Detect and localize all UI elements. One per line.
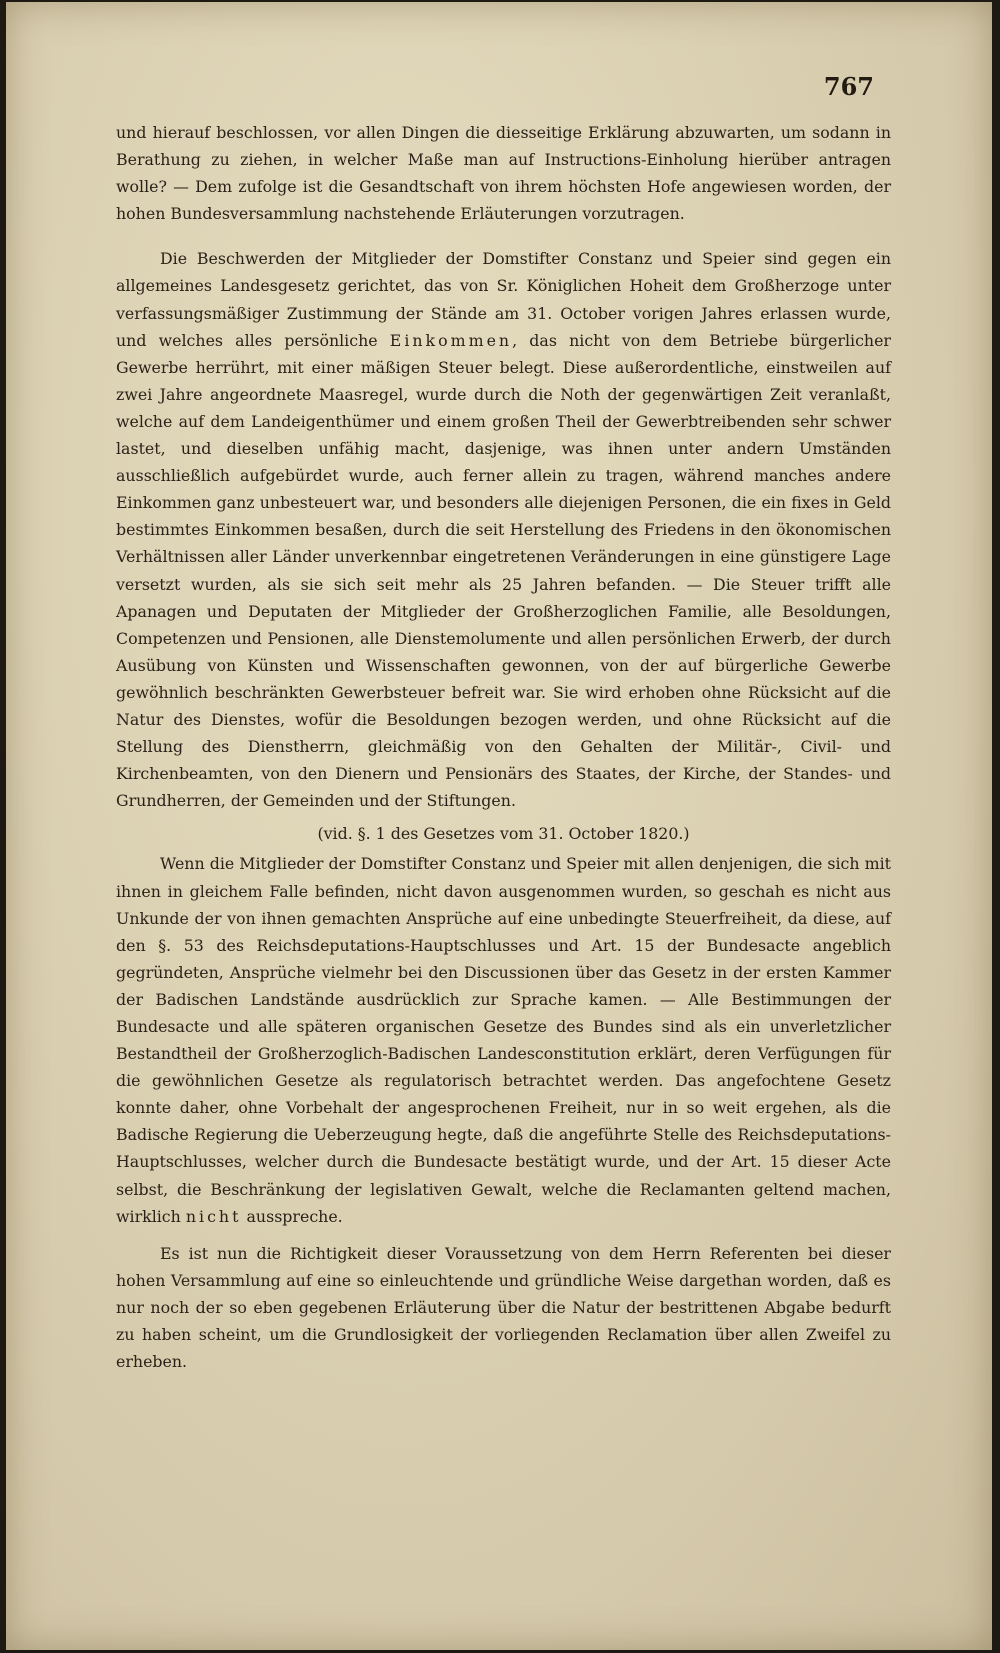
law-reference: (vid. §. 1 des Gesetzes vom 31. October 1820.) — [317, 824, 690, 844]
paragraph-exemption — [116, 850, 891, 1229]
paragraph-intro: und hierauf beschlossen, vor allen Dingen die diesseitige Erklärung abzuwarten, um sodann in Berathung zu ziehen, in welcher Maße man auf Instructions-Einholung hierüber antragen wolle? — Dem zufolge ist die Gesandtschaft von ihrem höchsten Hofe angewiesen worden, der hohen Bundesversammlung nachstehende Erläuterungen vorzutragen. — [116, 123, 891, 224]
complaints-text-start: Die Beschwerden der Mitglieder der Domstifter Constanz und Speier sind gegen ein allgemeines Landesgesetz gerichtet, das von Sr. Königlichen Hoheit dem Großherzoge unter verfassungsmäßiger Zustimmung der Stände am 31. October vorigen Jahres erlassen wurde, und welches alles persönliche — [116, 249, 891, 350]
body-text — [116, 119, 891, 1375]
paragraph-conclusion: Es ist nun die Richtigkeit dieser Voraussetzung von dem Herrn Referenten bei dieser hohen Versammlung auf eine so einleuchtende und gründliche Weise dargethan worden, daß es nur noch der so eben gegebenen Erläuterung über die Natur der bestrittenen Abgabe bedurft zu haben scheint, um die Grundlosigkeit der vorliegenden Reclamation über allen Zweifel zu erheben. — [116, 1243, 891, 1372]
paragraph-complaints — [116, 245, 891, 814]
page-number: 767 — [823, 72, 874, 101]
complaints-text-rest: , das nicht von dem Betriebe bürgerlicher Gewerbe herrührt, mit einer mäßigen Steuer belegt. Diese außerordentliche, einstweilen auf zwei Jahre angeordnete Maasregel, wurde durch die Noth der gegenwärtigen Zeit veranlaßt, welche auf dem Landeigenthümer und einem großen Theil der Gewerbtreibenden sehr schwer lastet, und dieselben unfähig macht, dasjenige, was ihnen unter andern Umständen ausschließlich aufgebürdet wurde, auch ferner allein zu tragen, während manches andere Einkommen ganz unbesteuert war, und besonders alle diejenigen Personen, die ein fixes in Geld bestimmtes Einkommen besaßen, durch die seit Herstellung des Friedens in den ökonomischen Verhältnissen aller Länder unverkennbar eingetretenen Veränderungen in eine günstigere Lage versetzt wurden, als sie sich seit mehr als 25 Jahren befanden. — Die Steuer trifft alle Apanagen und Deputaten der Mitglieder der Großherzoglichen Familie, alle Besoldungen, Competenzen und Pensionen, alle Dienstemolumente und allen persönlichen Erwerb, der durch Ausübung von Künsten und Wissenschaften gewonnen, von der auf bürgerliche Gewerbe gewöhnlich beschränkten Gewerbsteuer befreit war. Sie wird erhoben ohne Rücksicht auf die Natur des Dienstes, wofür die Besoldungen bezogen werden, und ohne Rücksicht auf die Stellung des Dienstherrn, gleichmäßig von den Gehalten der Militär-, Civil- und Kirchenbeamten, von den Dienern und Pensionärs des Staates, der Kirche, der Standes- und Grundherren, der Gemeinden und der Stiftungen. — [116, 330, 891, 811]
exemption-text-end: ausspreche. — [246, 1206, 343, 1226]
document-page — [6, 2, 992, 1650]
exemption-text: Wenn die Mitglieder der Domstifter Constanz und Speier mit allen denjenigen, die sich mit ihnen in gleichem Falle befinden, nicht davon ausgenommen wurden, so geschah es nicht aus Unkunde der von ihnen gemachten Ansprüche auf eine unbedingte Steuerfreiheit, da diese, auf den §. 53 des Reichsdeputations-Hauptschlusses und Art. 15 der Bundesacte angeblich gegründeten, Ansprüche vielmehr bei den Discussionen über das Gesetz in der ersten Kammer der Badischen Landstände ausdrücklich zur Sprache kamen. — Alle Bestimmungen der Bundesacte und alle späteren organischen Gesetze des Bundes sind als ein unverletzlicher Bestandtheil der Großherzoglich-Badischen Landesconstitution erklärt, deren Verfügungen für die gewöhnlichen Gesetze als regulatorisch betrachtet werden. Das angefochtene Gesetz konnte daher, ohne Vorbehalt der angesprochenen Freiheit, nur in so weit ergehen, als die Badische Regierung die Ueberzeugung hegte, daß die angeführte Stelle des Reichsdeputations-Hauptschlusses, welcher durch die Bundesacte bestätigt wurde, und der Art. 15 dieser Acte selbst, die Beschränkung der legislativen Gewalt, welche die Reclamanten geltend machen, wirklich — [116, 854, 891, 1226]
emphasis-nicht: nicht — [185, 1206, 242, 1226]
emphasis-einkommen: Einkommen — [389, 330, 513, 350]
